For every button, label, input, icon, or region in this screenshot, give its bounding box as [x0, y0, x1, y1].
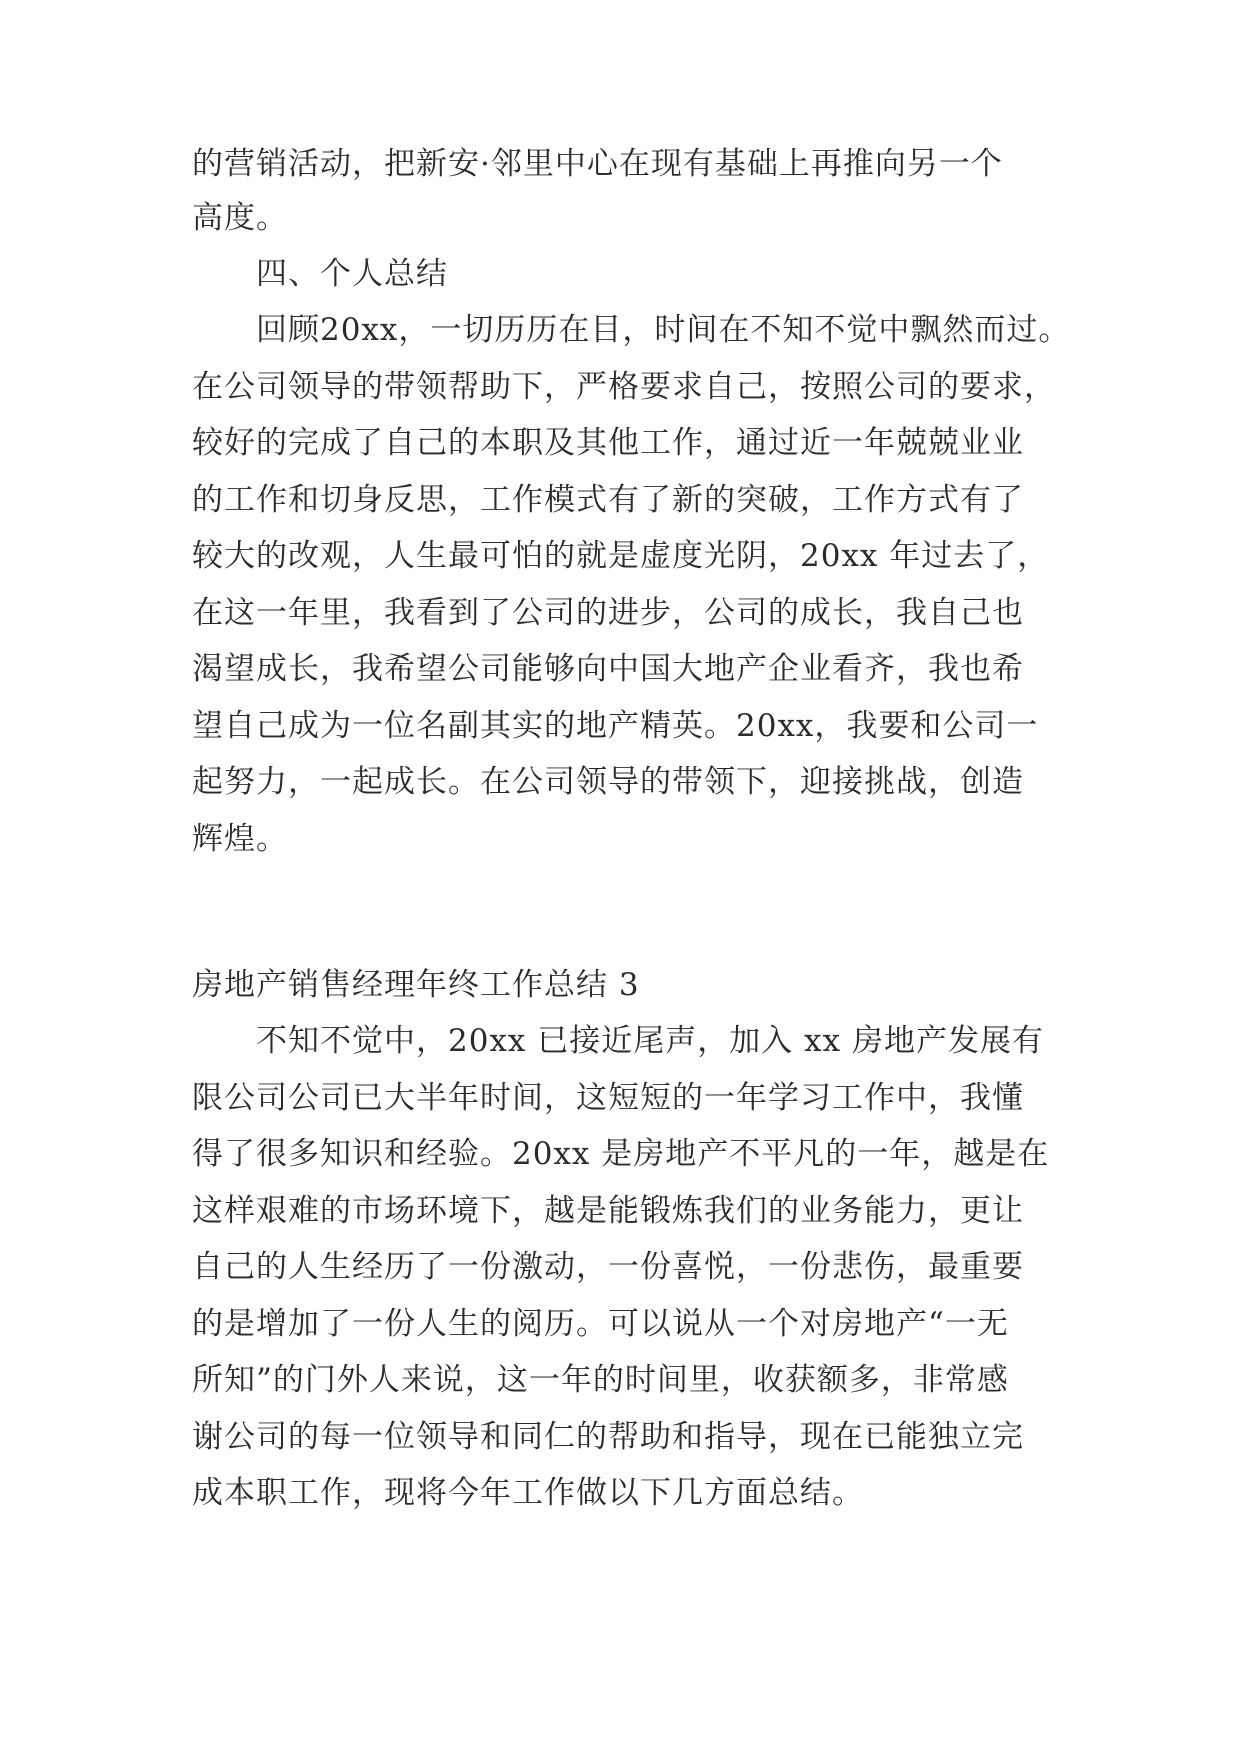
paragraph-line: 在公司领导的带领帮助下，严格要求自己，按照公司的要求， [192, 369, 1056, 405]
paragraph-line: 自己的人生经历了一份激动，一份喜悦，一份悲伤，最重要 [192, 1249, 1024, 1285]
paragraph-line: 较好的完成了自己的本职及其他工作，通过近一年兢兢业业 [192, 425, 1024, 461]
paragraph-line: 不知不觉中，20xx 已接近尾声，加入 xx 房地产发展有 [256, 1023, 1044, 1059]
paragraph-line: 的是增加了一份人生的阅历。可以说从一个对房地产“一无 [192, 1306, 1009, 1342]
paragraph-line: 的工作和切身反思，工作模式有了新的突破，工作方式有了 [192, 482, 1024, 518]
paragraph-line: 的营销活动，把新安·邻里中心在现有基础上再推向另一个 [192, 146, 1003, 182]
paragraph-line: 成本职工作，现将今年工作做以下几方面总结。 [192, 1475, 864, 1511]
paragraph-line: 望自己成为一位名副其实的地产精英。20xx，我要和公司一 [192, 708, 1039, 744]
paragraph-line: 谢公司的每一位领导和同仁的帮助和指导，现在已能独立完 [192, 1419, 1024, 1455]
paragraph-line: 限公司公司已大半年时间，这短短的一年学习工作中，我懂 [192, 1080, 1024, 1116]
paragraph-line: 所知”的门外人来说，这一年的时间里，收获额多，非常感 [192, 1362, 1009, 1398]
paragraph-line: 得了很多知识和经验。20xx 是房地产不平凡的一年，越是在 [192, 1136, 1050, 1172]
paragraph-line: 在这一年里，我看到了公司的进步，公司的成长，我自己也 [192, 595, 1024, 631]
paragraph-line: 起努力，一起成长。在公司领导的带领下，迎接挑战，创造 [192, 764, 1024, 800]
section-title: 房地产销售经理年终工作总结 3 [192, 967, 640, 1003]
paragraph-line: 较大的改观，人生最可怕的就是虚度光阴，20xx 年过去了， [192, 538, 1050, 574]
paragraph-line: 渴望成长，我希望公司能够向中国大地产企业看齐，我也希 [192, 651, 1024, 687]
paragraph-line: 回顾20xx，一切历历在目，时间在不知不觉中飘然而过。 [256, 312, 1071, 348]
section-heading: 四、个人总结 [256, 256, 448, 292]
paragraph-line: 这样艰难的市场环境下，越是能锻炼我们的业务能力，更让 [192, 1193, 1024, 1229]
paragraph-line: 辉煌。 [192, 821, 288, 857]
paragraph-line: 高度。 [192, 200, 288, 236]
